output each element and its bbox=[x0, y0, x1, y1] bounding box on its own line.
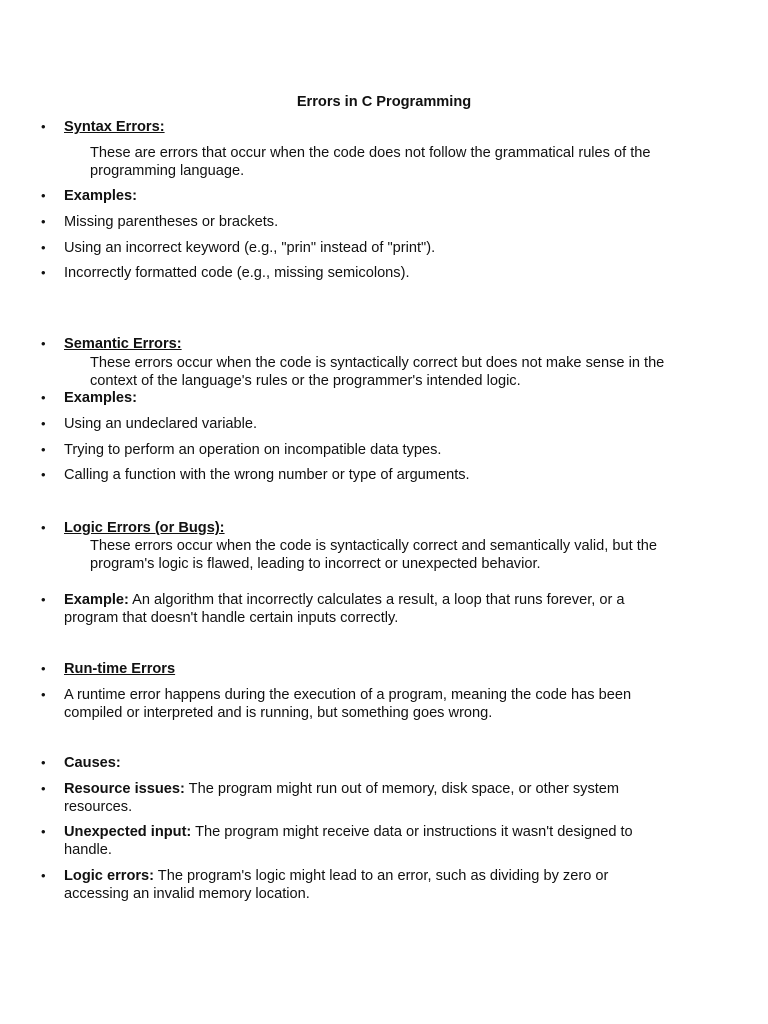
syntax-description: These are errors that occur when the code does not follow the grammatical rules of the programming language. bbox=[90, 145, 651, 179]
semantic-example-text: Using an undeclared variable. bbox=[64, 416, 258, 432]
semantic-description: These errors occur when the code is syntactically correct but does not make sense in the context of the language's rules or the programmer's intended logic. bbox=[90, 355, 665, 389]
runtime-description: A runtime error happens during the execution of a program, meaning the code has been compiled or interpreted and is running, but something goes wrong. bbox=[64, 687, 632, 721]
bullet-icon: • bbox=[41, 687, 46, 702]
syntax-example-text: Missing parentheses or brackets. bbox=[64, 214, 279, 230]
runtime-causes-label: Causes: bbox=[64, 755, 121, 771]
cause-text: The program's logic might lead to an error, such as dividing by zero or accessing an invalid memory location. bbox=[64, 868, 609, 902]
bullet-icon: • bbox=[41, 336, 46, 351]
bullet-icon: • bbox=[41, 188, 46, 203]
bullet-icon: • bbox=[41, 416, 46, 431]
bullet-icon: • bbox=[41, 390, 46, 405]
semantic-examples-label: Examples: bbox=[64, 390, 138, 406]
cause-paragraph bbox=[64, 780, 676, 816]
bullet-icon: • bbox=[41, 781, 46, 796]
cause-paragraph bbox=[64, 823, 676, 859]
cause-label: Unexpected input: bbox=[64, 824, 192, 840]
logic-example-label: Example: bbox=[64, 592, 129, 608]
bullet-icon: • bbox=[41, 214, 46, 229]
bullet-icon: • bbox=[41, 755, 46, 770]
syntax-heading: Syntax Errors: bbox=[64, 119, 165, 135]
bullet-icon: • bbox=[41, 824, 46, 839]
bullet-icon: • bbox=[41, 442, 46, 457]
syntax-example-text: Using an incorrect keyword (e.g., "prin" instead of "print"). bbox=[64, 240, 436, 256]
bullet-icon: • bbox=[41, 265, 46, 280]
logic-example-text: An algorithm that incorrectly calculates a result, a loop that runs forever, or a program that doesn't handle certain inputs correctly. bbox=[64, 592, 625, 626]
bullet-icon: • bbox=[41, 868, 46, 883]
bullet-icon: • bbox=[41, 240, 46, 255]
cause-text: The program might receive data or instructions it wasn't designed to handle. bbox=[64, 824, 633, 858]
semantic-example-text: Calling a function with the wrong number or type of arguments. bbox=[64, 467, 470, 483]
cause-label: Logic errors: bbox=[64, 868, 155, 884]
semantic-heading: Semantic Errors: bbox=[64, 336, 182, 352]
logic-heading: Logic Errors (or Bugs): bbox=[64, 520, 225, 536]
bullet-icon: • bbox=[41, 592, 46, 607]
cause-text: The program might run out of memory, disk space, or other system resources. bbox=[64, 781, 620, 815]
bullet-icon: • bbox=[41, 520, 46, 535]
bullet-icon: • bbox=[41, 119, 46, 134]
runtime-heading: Run-time Errors bbox=[64, 661, 176, 677]
cause-label: Resource issues: bbox=[64, 781, 185, 797]
page-title: Errors in C Programming bbox=[296, 94, 472, 110]
logic-description: These errors occur when the code is syntactically correct and semantically valid, but the program's logic is flawed, leading to incorrect or unexpected behavior. bbox=[90, 538, 657, 572]
syntax-example-text: Incorrectly formatted code (e.g., missing semicolons). bbox=[64, 265, 410, 281]
syntax-examples-label: Examples: bbox=[64, 188, 138, 204]
logic-example-paragraph bbox=[64, 591, 676, 627]
cause-paragraph bbox=[64, 867, 676, 903]
semantic-example-text: Trying to perform an operation on incompatible data types. bbox=[64, 442, 442, 458]
bullet-icon: • bbox=[41, 661, 46, 676]
bullet-icon: • bbox=[41, 467, 46, 482]
